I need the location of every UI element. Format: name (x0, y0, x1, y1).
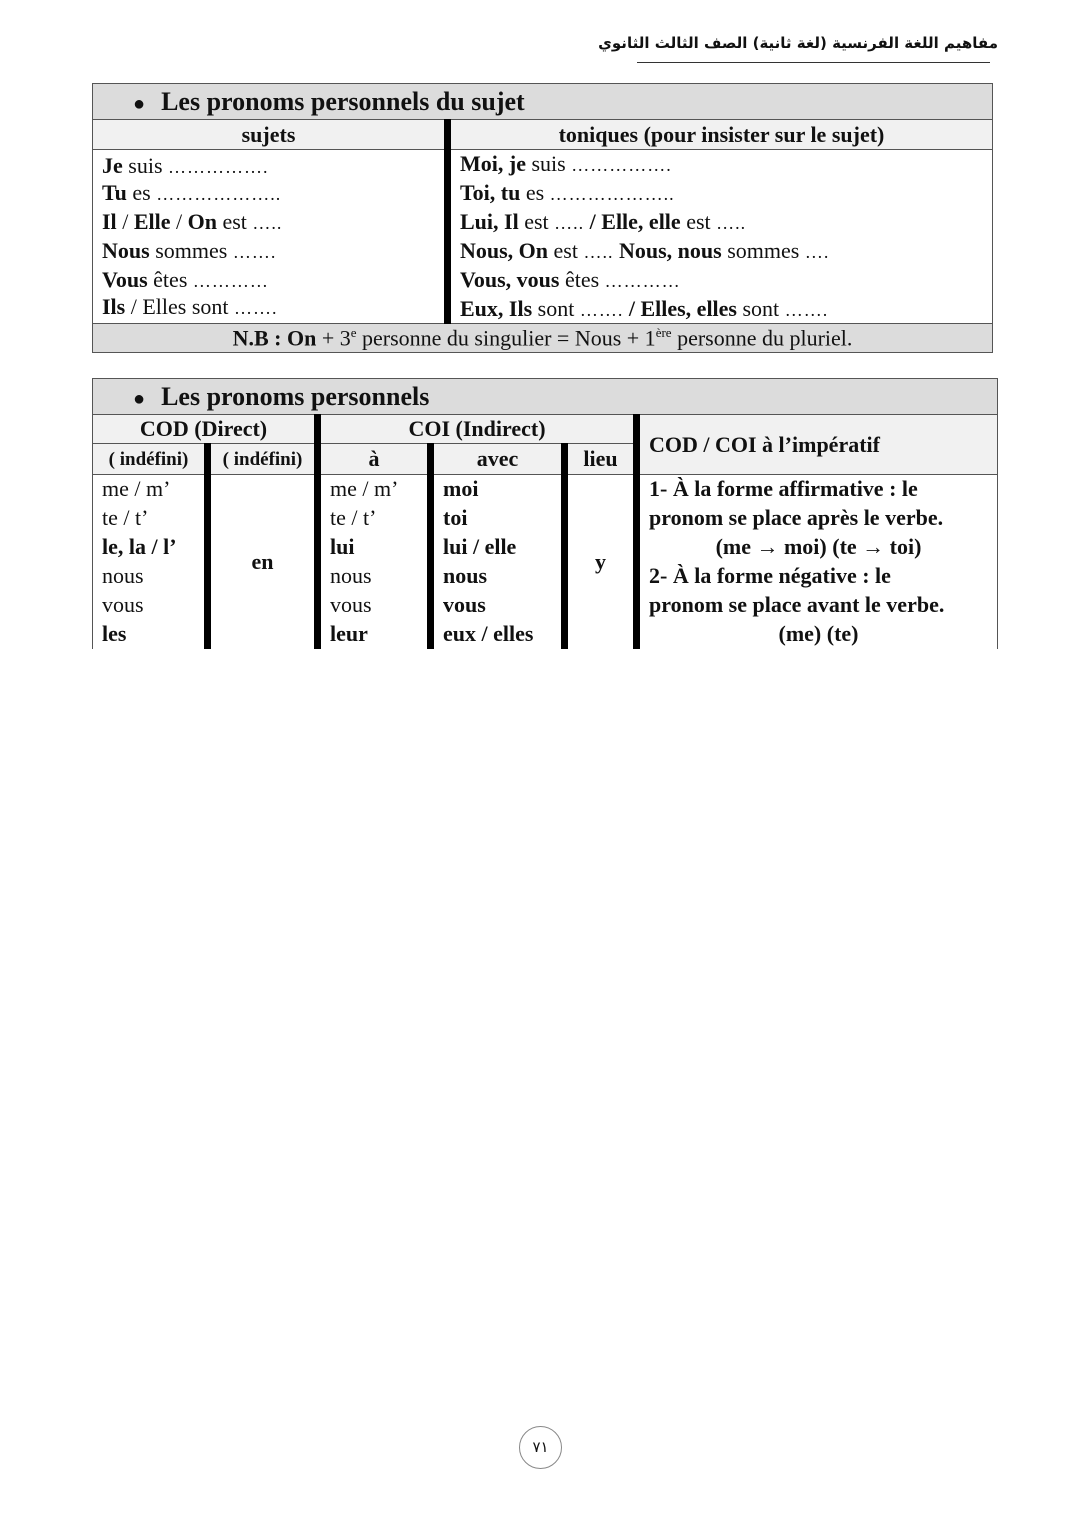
col-header-sujets: sujets (93, 120, 448, 150)
cell-coi-a: me / m’ (318, 475, 431, 504)
subject-pronouns-table (92, 83, 993, 353)
text-segment: / (170, 209, 188, 234)
text-segment: Elle (133, 209, 171, 234)
col-header-toniques: toniques (pour insister sur le sujet) (448, 120, 993, 150)
cell-coi-avec: lui / elle (431, 533, 565, 562)
text-segment: êtes (147, 267, 193, 292)
cell-tonique (448, 295, 993, 324)
text-segment: Tu (102, 180, 127, 205)
cell-sujet (93, 150, 448, 179)
text-segment: Lui, Il (460, 209, 519, 234)
nb-text: + 3 (316, 325, 351, 351)
cell-coi-avec: eux / elles (431, 620, 565, 649)
cell-imperatif: pronom se place après le verbe. (637, 504, 998, 533)
cell-imperatif: 2- À la forme négative : le (637, 562, 998, 591)
cell-sujet (93, 179, 448, 208)
cell-cod: nous (93, 562, 208, 591)
text-segment: ….. (716, 213, 747, 233)
table-title (93, 379, 998, 415)
table-row (93, 475, 998, 504)
text-segment: ……………….. (156, 184, 282, 204)
cell-sujet (93, 266, 448, 295)
text-segment: ….. (583, 242, 619, 262)
cell-coi-avec: nous (431, 562, 565, 591)
text-segment: suis (122, 153, 169, 179)
text-segment: sommes (149, 238, 233, 263)
text-segment: Moi, je (460, 151, 526, 177)
table-row (93, 179, 993, 208)
cell-coi-a: te / t’ (318, 504, 431, 533)
text-segment: ……………….. (549, 184, 675, 204)
cell-coi-avec: moi (431, 475, 565, 504)
title-text: Les pronoms personnels (161, 381, 430, 411)
text-segment: ……………. (571, 155, 672, 176)
header-imperatif: COD / COI à l’impératif (637, 415, 998, 475)
text-segment: est (518, 209, 555, 234)
table-row (93, 295, 993, 324)
text-segment: ….. (554, 213, 590, 233)
subheader-lieu: lieu (565, 444, 637, 475)
bullet-icon: ● (133, 92, 146, 115)
text-segment: Vous, vous (460, 267, 560, 292)
nb-label: N.B : On (232, 325, 317, 351)
cell-coi-a: nous (318, 562, 431, 591)
cell-coi-a: vous (318, 591, 431, 620)
nb-sup: ère (655, 325, 672, 341)
cell-imperatif: (me) (te) (637, 620, 998, 649)
subheader-indefini: ( indéfini) (208, 444, 318, 475)
table-row (93, 208, 993, 237)
cell-imperatif: 1- À la forme affirmative : le (637, 475, 998, 504)
text-segment: est (548, 238, 584, 263)
text-segment: / (116, 209, 134, 234)
subheader-indefini: ( indéfini) (93, 444, 208, 475)
text-segment: ….. (252, 213, 283, 233)
text-segment: ……. (784, 299, 829, 320)
text-segment: Ils (102, 293, 126, 319)
text-segment: / Elles, elles (628, 295, 737, 321)
text-segment: Je (102, 153, 123, 179)
title-text: Les pronoms personnels du sujet (161, 86, 525, 116)
cell-imperatif: (me → moi) (te → toi) (637, 533, 998, 562)
text-segment: …. (804, 242, 830, 262)
text-segment: suis (525, 151, 572, 177)
cell-sujet (93, 208, 448, 237)
bullet-icon: ● (133, 387, 146, 410)
text-segment: sommes (721, 238, 805, 263)
text-segment: On (187, 209, 217, 234)
running-header: مفاهيم اللغة الفرنسية (لغة ثانية) الصف الثالث الثانوي (598, 34, 998, 52)
cell-tonique (448, 208, 993, 237)
object-pronouns-table (92, 378, 998, 649)
cell-tonique (448, 150, 993, 179)
text-segment: êtes (559, 267, 605, 292)
text-segment: est (680, 209, 717, 234)
cell-coi-avec: vous (431, 591, 565, 620)
text-segment: est (216, 209, 253, 234)
subheader-avec: avec (431, 444, 565, 475)
cell-en: en (208, 475, 318, 649)
subheader-a: à (318, 444, 431, 475)
cell-cod: te / t’ (93, 504, 208, 533)
cell-lieu: y (565, 475, 637, 649)
table-title (93, 84, 993, 120)
cell-coi-a: leur (318, 620, 431, 649)
cell-sujet (93, 295, 448, 324)
cell-imperatif: pronom se place avant le verbe. (637, 591, 998, 620)
cell-coi-avec: toi (431, 504, 565, 533)
text-segment: Toi, tu (460, 180, 521, 205)
text-segment: ………… (604, 271, 681, 291)
nb-text: personne du singulier = Nous + 1 (356, 325, 656, 351)
nota-bene (93, 324, 993, 353)
text-segment: Il (102, 209, 117, 234)
text-segment: Nous, On (460, 238, 549, 263)
cell-cod: les (93, 620, 208, 649)
text-segment: Nous (102, 238, 150, 263)
text-segment: Vous (102, 267, 148, 292)
cell-sujet (93, 237, 448, 266)
cell-coi-a: lui (318, 533, 431, 562)
nb-sup: e (350, 325, 357, 341)
text-segment: ……. (232, 242, 277, 262)
cell-cod: le, la / l’ (93, 533, 208, 562)
text-segment: / Elles sont (125, 293, 235, 319)
cell-tonique (448, 237, 993, 266)
header-coi: COI (Indirect) (318, 415, 637, 444)
text-segment: es (520, 180, 550, 205)
nb-text: personne du pluriel. (671, 325, 853, 351)
cell-cod: me / m’ (93, 475, 208, 504)
text-segment: sont (532, 295, 580, 321)
table-row (93, 237, 993, 266)
header-cod: COD (Direct) (93, 415, 318, 444)
text-segment: Nous, nous (619, 238, 722, 263)
table-row (93, 150, 993, 179)
table-row (93, 266, 993, 295)
text-segment: ……. (234, 297, 278, 318)
text-segment: / Elle, elle (589, 209, 681, 234)
text-segment: ……. (579, 299, 629, 320)
cell-tonique (448, 266, 993, 295)
cell-cod: vous (93, 591, 208, 620)
text-segment: es (126, 180, 157, 205)
header-divider (637, 62, 990, 63)
text-segment: ……………. (168, 157, 269, 178)
text-segment: Eux, Ils (460, 295, 533, 321)
text-segment: ………… (192, 271, 269, 291)
cell-tonique (448, 179, 993, 208)
text-segment: sont (737, 295, 785, 321)
page-number: ٧١ (519, 1426, 562, 1469)
